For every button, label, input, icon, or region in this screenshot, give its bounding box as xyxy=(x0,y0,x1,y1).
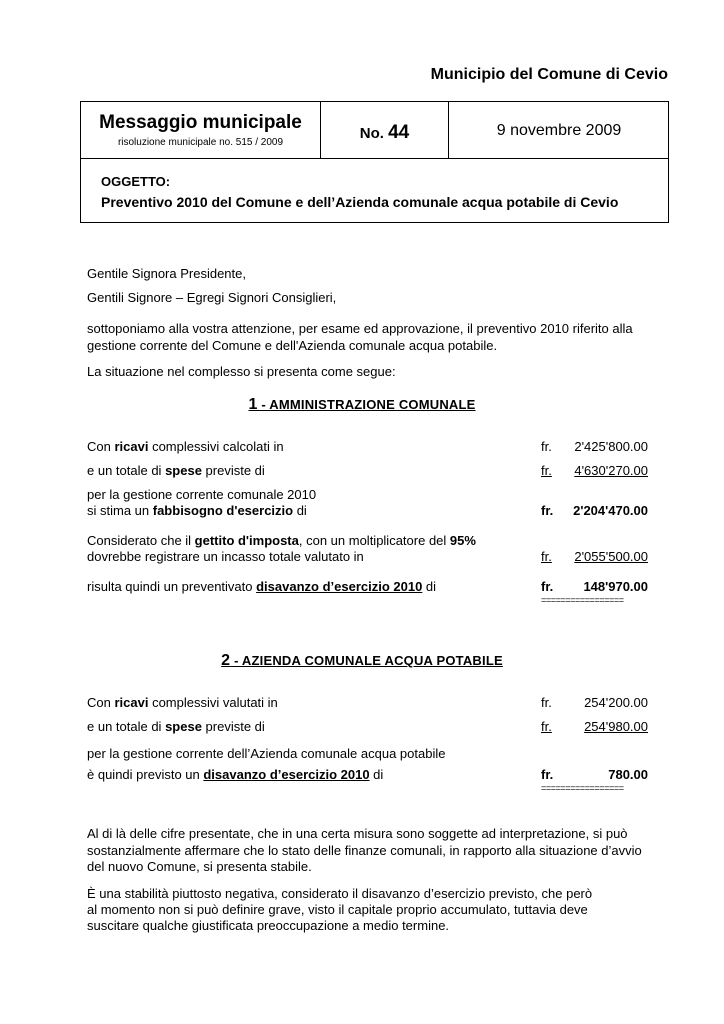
header-box xyxy=(80,101,669,223)
subject-label: OGGETTO: xyxy=(101,174,171,189)
intro-paragraph-line-1: sottoponiamo alla vostra attenzione, per esame ed approvazione, il preventivo 2010 riferito alla xyxy=(87,321,633,336)
salutation-1: Gentile Signora Presidente, xyxy=(87,266,246,281)
section-1-title: - AMMINISTRAZIONE COMUNALE xyxy=(257,397,476,412)
s2-deficit-amount: 780.00 xyxy=(608,767,648,782)
s2-deficit-line-1: per la gestione corrente dell’Azienda comunale acqua potabile xyxy=(87,746,446,761)
s2-deficit-currency: fr. xyxy=(541,767,554,782)
s1-expense-label: e un totale di spese previste di xyxy=(87,463,265,478)
s2-double-rule: ================= xyxy=(541,783,624,793)
s2-revenue-label: Con ricavi complessivi valutati in xyxy=(87,695,278,710)
s1-expense-amount: 4'630'270.00 xyxy=(574,463,648,478)
closing-paragraph-2-line-2: al momento non si può definire grave, visto il capitale proprio accumulato, tuttavia deve xyxy=(87,902,588,917)
header-row xyxy=(81,102,668,159)
intro-paragraph-line-2: gestione corrente del Comune e dell'Azienda comunale acqua potabile. xyxy=(87,338,498,353)
s2-deficit-label: è quindi previsto un disavanzo d’esercizio 2010 di xyxy=(87,767,384,782)
date-cell xyxy=(449,102,669,159)
s2-expense-amount: 254'980.00 xyxy=(584,719,648,734)
s2-revenue-currency: fr. xyxy=(541,695,552,710)
s1-requirement-label: si stima un fabbisogno d'esercizio di xyxy=(87,503,307,518)
organization-name: Municipio del Comune di Cevio xyxy=(430,66,668,83)
intro-paragraph-2: La situazione nel complesso si presenta come segue: xyxy=(87,364,396,379)
document-title: Messaggio municipale xyxy=(99,112,302,133)
s1-deficit-currency: fr. xyxy=(541,579,554,594)
s1-double-rule: ================= xyxy=(541,595,624,605)
s2-expense-label: e un totale di spese previste di xyxy=(87,719,265,734)
s1-deficit-amount: 148'970.00 xyxy=(583,579,648,594)
closing-paragraph-1-line-2: sostanzialmente affermare che lo stato delle finanze comunali, in rapporto alla situazione d’avvio xyxy=(87,843,642,858)
s1-tax-line-2: dovrebbe registrare un incasso totale valutato in xyxy=(87,549,364,564)
s1-requirement-amount: 2'204'470.00 xyxy=(573,503,648,518)
closing-paragraph-1-line-3: del nuovo Comune, si presenta stabile. xyxy=(87,859,312,874)
resolution-number: risoluzione municipale no. 515 / 2009 xyxy=(117,137,284,148)
number-cell xyxy=(321,102,449,159)
s1-tax-currency: fr. xyxy=(541,549,552,564)
s1-requirement-currency: fr. xyxy=(541,503,554,518)
message-number: 44 xyxy=(388,122,410,143)
section-1-heading xyxy=(0,396,724,414)
closing-paragraph-1-line-1: Al di là delle cifre presentate, che in una certa misura sono soggette ad interpretazione, si può xyxy=(87,826,628,841)
subject-text: Preventivo 2010 del Comune e dell’Azienda comunale acqua potabile di Cevio xyxy=(101,194,619,210)
s1-requirement-line-1: per la gestione corrente comunale 2010 xyxy=(87,487,317,502)
s1-tax-amount: 2'055'500.00 xyxy=(574,549,648,564)
closing-paragraph-2-line-1: È una stabilità piuttosto negativa, considerato il disavanzo d’esercizio previsto, che però xyxy=(87,886,593,901)
s1-revenue-label: Con ricavi complessivi calcolati in xyxy=(87,439,284,454)
section-2-title: - AZIENDA COMUNALE ACQUA POTABILE xyxy=(230,653,503,668)
title-cell xyxy=(81,102,321,159)
closing-paragraph-2-line-3: suscitare qualche giustificata preoccupazione a medio termine. xyxy=(87,918,450,933)
s1-expense-currency: fr. xyxy=(541,463,552,478)
s1-deficit-label: risulta quindi un preventivato disavanzo d’esercizio 2010 di xyxy=(87,579,437,594)
s1-revenue-amount: 2'425'800.00 xyxy=(574,439,648,454)
s2-expense-currency: fr. xyxy=(541,719,552,734)
section-2-heading xyxy=(0,652,724,670)
s1-revenue-currency: fr. xyxy=(541,439,552,454)
s1-tax-line-1: Considerato che il gettito d'imposta, con un moltiplicatore del 95% xyxy=(87,533,476,548)
section-1-number: 1 xyxy=(248,396,258,413)
number-prefix: No. xyxy=(359,125,384,142)
document-date: 9 novembre 2009 xyxy=(496,122,622,139)
salutation-2: Gentili Signore – Egregi Signori Consiglieri, xyxy=(87,290,337,305)
s2-revenue-amount: 254'200.00 xyxy=(584,695,648,710)
section-2-number: 2 xyxy=(221,652,231,669)
